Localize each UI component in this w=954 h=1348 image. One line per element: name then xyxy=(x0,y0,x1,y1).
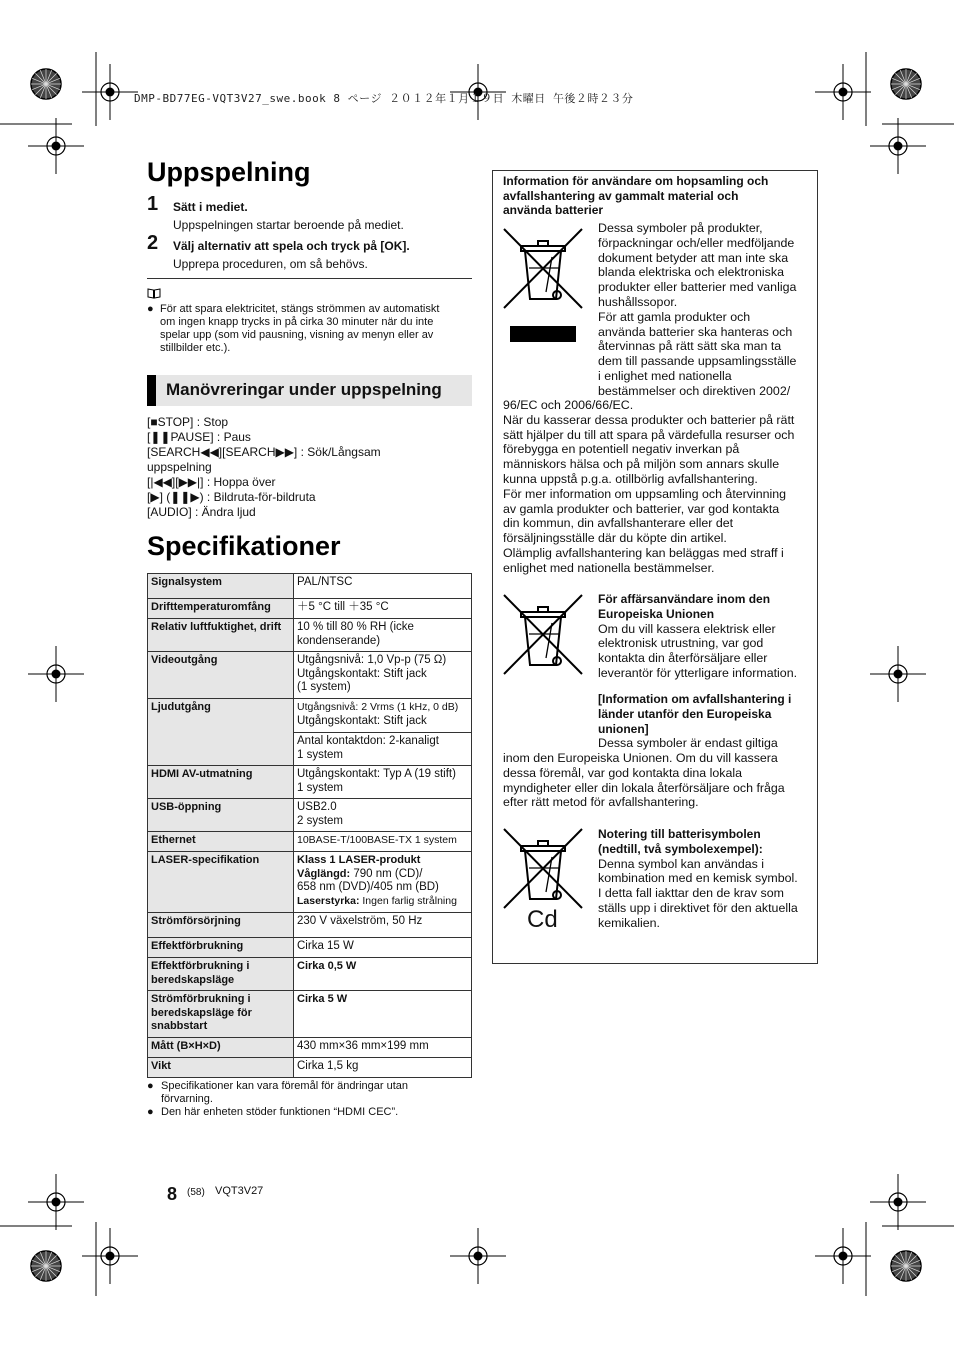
table-row: Videoutgång Utgångsnivå: 1,0 Vp-p (75 Ω) Utgångskontakt: Stift jack (1 system) xyxy=(148,652,472,699)
non-eu-section-text: inom den Europeiska Unionen. Om du vill kassera dessa föremål, var god kontakta dina lokala myndigheter eller din lokala återförsäljare och fråga efter rätt metod för avfallshantering. xyxy=(503,751,785,810)
op-stop: [■STOP] : Stop xyxy=(147,415,229,429)
table-row: Ethernet 10BASE-T/100BASE-TX 1 system xyxy=(148,832,472,852)
battery-symbol-section: Notering till batterisymbolen (nedtill, två symbolexempel): Denna symbol kan användas i kombination med en kemisk symbol. I detta fall iakttar den de krav som ställs upp i direktivet för den aktuella kemikalien. xyxy=(598,827,798,930)
table-row: Effektförbrukning Cirka 15 W xyxy=(148,938,472,958)
step-1-text: Uppspelningen startar beroende på mediet. xyxy=(173,218,404,232)
table-row: Vikt Cirka 1,5 kg xyxy=(148,1058,472,1078)
note-text: För att spara elektricitet, stängs strömmen av automatiskt om ingen knapp trycks in på cirka 30 minuter när du inte spelar upp (som vid pausning, visning av menyn eller av stillbilder etc.). xyxy=(160,303,440,354)
table-row: HDMI AV-utmatning Utgångskontakt: Typ A (19 stift) 1 system xyxy=(148,766,472,799)
disposal-title: Information för användare om hopsamling och avfallshantering av gammalt material och använda batterier xyxy=(503,174,769,218)
op-audio: [AUDIO] : Ändra ljud xyxy=(147,505,256,519)
spec-notes: ● Specifikationer kan vara föremål för ändringar utan förvarning. ● Den här enheten stöder funktionen “HDMI CEC”. xyxy=(147,1080,409,1118)
business-users-section: För affärsanvändare inom den Europeiska Unionen Om du vill kassera elektrisk eller elektronisk utrustning, var god kontakta din återförsäljare eller leverantör för ytterligare information. xyxy=(598,592,798,680)
step-2-text: Upprepa proceduren, om så behövs. xyxy=(173,257,368,271)
divider xyxy=(147,278,472,279)
step-1-number: 1 xyxy=(147,193,159,215)
page-number: 8 xyxy=(167,1184,178,1204)
step-2-number: 2 xyxy=(147,232,159,254)
crossed-out-wheelie-bin-icon xyxy=(502,824,584,914)
table-row: Antal kontaktdon: 2-kanaligt 1 system xyxy=(148,733,472,766)
table-row: LASER-specifikation Klass 1 LASER-produkt Våglängd: 790 nm (CD)/ 658 nm (DVD)/405 nm (BD) Laserstyrka: Ingen farlig strålning xyxy=(148,852,472,913)
crossed-out-wheelie-bin-icon xyxy=(502,590,584,680)
table-row: Drifttemperaturomfång ＋5 °C till ＋35 °C xyxy=(148,599,472,619)
table-row: Strömförbrukning i beredskapsläge för snabbstart Cirka 5 W xyxy=(148,991,472,1038)
book-icon xyxy=(147,288,161,299)
print-info-line: DMP-BD77EG-VQT3V27_swe.book 8 ページ ２０１２年１月１９日 木曜日 午後２時２３分 xyxy=(134,92,634,105)
op-pause: [❚❚PAUSE] : Paus xyxy=(147,430,251,444)
table-row: Signalsystem PAL/NTSC xyxy=(148,574,472,599)
op-search: [SEARCH◀◀][SEARCH▶▶] : Sök/Långsam xyxy=(147,445,381,459)
op-skip: [|◀◀][▶▶|] : Hoppa över xyxy=(147,475,276,489)
playback-title: Uppspelning xyxy=(147,157,311,187)
table-row: Effektförbrukning i beredskapsläge Cirka 0,5 W xyxy=(148,958,472,991)
step-1-title: Sätt i mediet. xyxy=(173,200,248,214)
operations-list xyxy=(147,415,472,520)
op-frame: [▶] (❚❚▶) : Bildruta-för-bildruta xyxy=(147,490,316,504)
doc-code: VQT3V27 xyxy=(215,1185,264,1197)
table-row: Strömförsörjning 230 V växelström, 50 Hz xyxy=(148,913,472,938)
table-row: Mått (B×H×D) 430 mm×36 mm×199 mm xyxy=(148,1038,472,1058)
non-eu-section-title: [Information om avfallshantering i länder utanför den Europeiska unionen] Dessa symboler är endast giltiga xyxy=(598,692,792,751)
operations-heading: Manövreringar under uppspelning xyxy=(147,375,472,406)
op-search-cont: uppspelning xyxy=(147,460,212,474)
page-ref: (58) xyxy=(187,1187,205,1198)
table-row: Relativ luftfuktighet, drift 10 % till 80 % RH (icke kondenserande) xyxy=(148,619,472,652)
table-row: Ljudutgång Utgångsnivå: 2 Vrms (1 kHz, 0 dB) Utgångskontakt: Stift jack xyxy=(148,699,472,733)
table-row: USB-öppning USB2.0 2 system xyxy=(148,799,472,832)
disposal-paragraph-2: 96/EC och 2006/66/EC. När du kasserar dessa produkter och batterier på rätt sätt hjälper du till att spara på värdefulla resurser och förebygga en potentiell negativ inverkan på människors hälsa och på miljön som annars skulle kunna uppstå p.g.a. otillbörlig avfallshantering. För mer information om uppsamling och återvinning av gamla produkter och batterier, var god kontakta din kommun, din avfallshanterare eller det försäljningsställe där du köpte din artikel. Olämplig avfallshantering kan beläggas med straff i enlighet med nationella bestämmelser. xyxy=(503,398,795,575)
cadmium-symbol: Cd xyxy=(527,906,558,933)
step-2-title: Välj alternativ att spela och tryck på [OK]. xyxy=(173,239,410,253)
disposal-paragraph-1: Dessa symboler på produkter, förpackningar och/eller medföljande dokument betyder att man inte ska blanda elektriska och elektroniska produkter eller batterier med vanliga hushållssopor. För att gamla produkter och använda batterier ska hanteras och återvinnas på rätt sätt ska man ta dem till passande uppsamlingsställe i enlighet med nationella bestämmelser och direktiven 2002/ xyxy=(598,221,797,398)
spec-table xyxy=(147,573,472,1078)
note-bullet: ● xyxy=(147,303,154,315)
crossed-out-wheelie-bin-icon xyxy=(502,224,584,346)
specs-title: Specifikationer xyxy=(147,531,341,561)
